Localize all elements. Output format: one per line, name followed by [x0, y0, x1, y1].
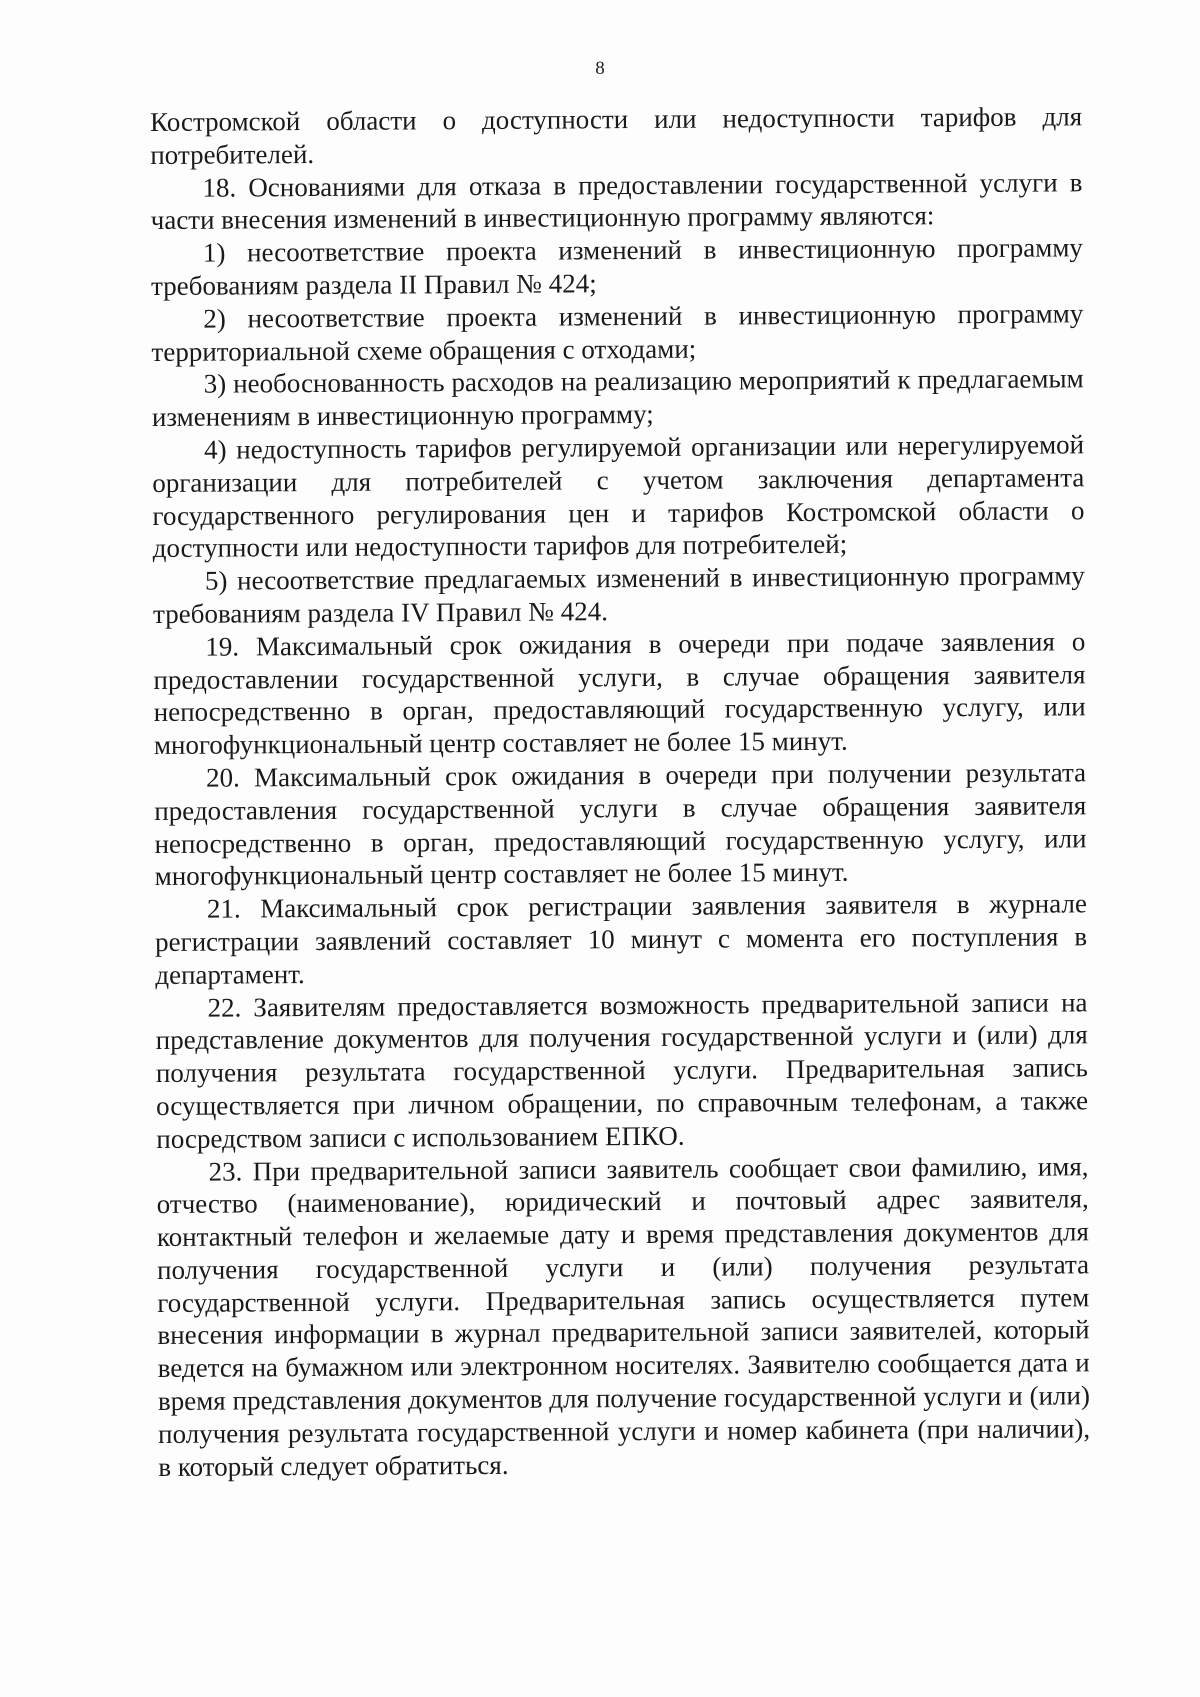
paragraph-18: 18. Основаниями для отказа в предоставлении государственной услуги в части внесения изменений в инвестиционную программу являются: [150, 166, 1083, 236]
paragraph-18-item-3: 3) необоснованность расходов на реализацию мероприятий к предлагаемым изменениям в инвестиционную программу; [151, 363, 1084, 433]
page-number: 8 [595, 58, 605, 79]
paragraph-23: 23. При предварительной записи заявитель сообщает свои фамилию, имя, отчество (наименование), юридический и почтовый адрес заявителя, контактный телефон и желаемые дату и время представления документов для получения государственной услуги и (или) получения результата государственной услуги. Предварительная запись осуществляется путем внесения информации в журнал предварительной записи заявителей, который ведется на бумажном или электронном носителях. Заявителю сообщается дата и время представления документов для получение государственной услуги и (или) получения результата государственной услуги и номер кабинета (при наличии), в который следует обратиться. [156, 1150, 1091, 1482]
document-body [150, 100, 1090, 1483]
paragraph-18-item-1: 1) несоответствие проекта изменений в инвестиционную программу требованиям раздела II Правил № 424; [151, 232, 1083, 301]
paragraph-19: 19. Максимальный срок ожидания в очереди при подаче заявления о предоставлении государственной услуги, в случае обращения заявителя непосредственно в орган, предоставляющий государственную услугу, или многофункциональный центр составляет не более 15 минут. [153, 626, 1086, 761]
paragraph-18-item-2: 2) несоответствие проекта изменений в инвестиционную программу территориальной схеме обращения с отходами; [151, 298, 1084, 367]
paragraph-18-item-5: 5) несоответствие предлагаемых изменений в инвестиционную программу требованиям раздела IV Правил № 424. [153, 560, 1085, 629]
paragraph-22: 22. Заявителям предоставляется возможность предварительной записи на представление документов для получения государственной услуги и (или) для получения результата государственной услуги. Предварительная запись осуществляется при личном обращении, по справочным телефонам, а также посредством записи с использованием ЕПКО. [155, 986, 1089, 1154]
paragraph-21: 21. Максимальный срок регистрации заявления заявителя в журнале регистрации заявлений составляет 10 минут с момента его поступления в департамент. [155, 888, 1088, 990]
paragraph-continuation: Костромской области о доступности или недоступности тарифов для потребителей. [150, 101, 1083, 170]
paragraph-20: 20. Максимальный срок ожидания в очереди при получении результата предоставления государственной услуги в случае обращения заявителя непосредственно в орган, предоставляющий государственную услугу, или многофункциональный центр составляет не более 15 минут. [154, 757, 1087, 892]
paragraph-18-item-4: 4) недоступность тарифов регулируемой организации или нерегулируемой организации для потребителей с учетом заключения департамента государственного регулирования цен и тарифов Костромской области о доступности или недоступности тарифов для потребителей; [152, 429, 1085, 564]
